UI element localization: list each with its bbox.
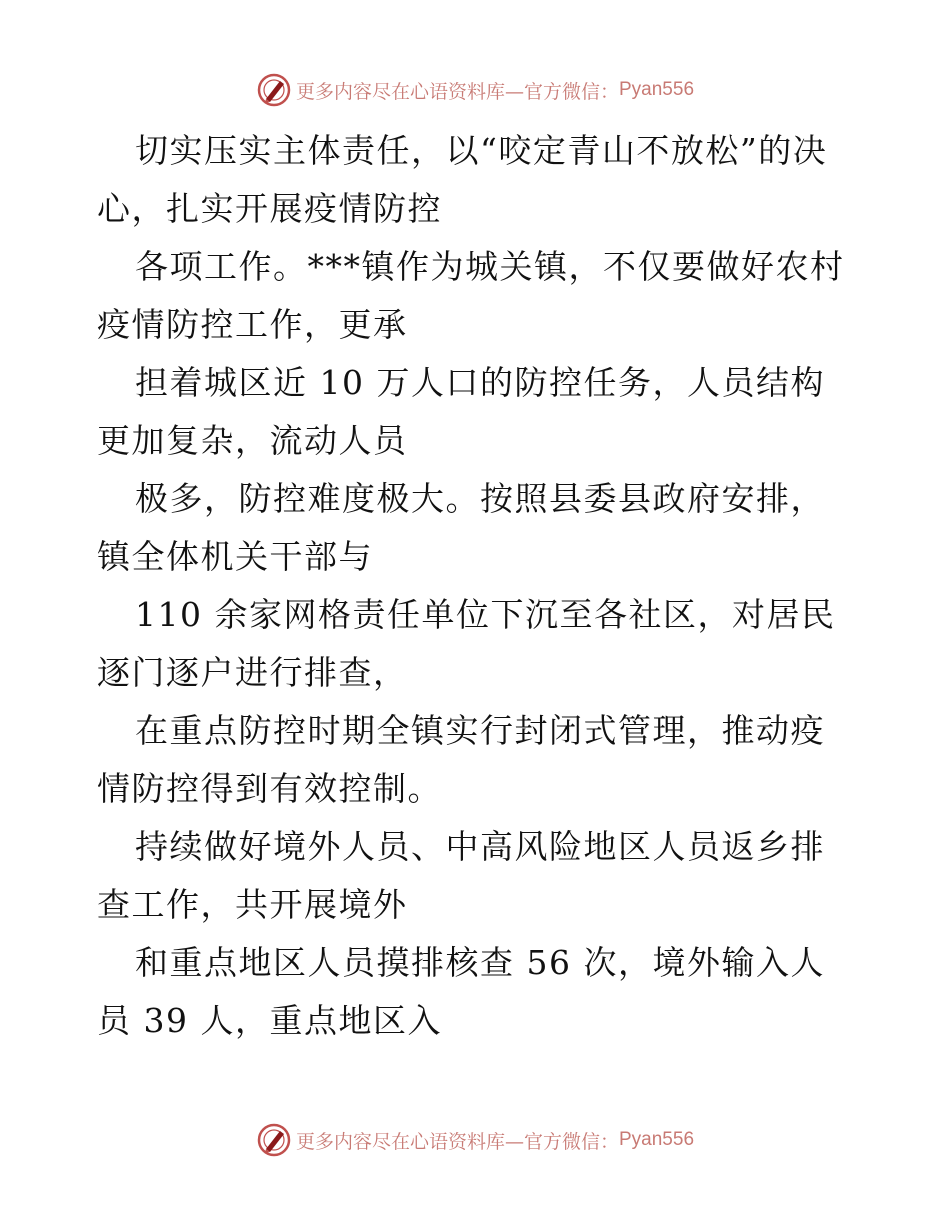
footer-banner: [0, 1120, 950, 1160]
paragraph: 极多，防控难度极大。按照县委县政府安排，镇全体机关干部与: [97, 479, 825, 576]
paragraph: 持续做好境外人员、中高风险地区人员返乡排查工作，共开展境外: [97, 827, 825, 924]
header-banner: [0, 70, 950, 110]
paragraph: 在重点防控时期全镇实行封闭式管理，推动疫情防控得到有效控制。: [97, 711, 825, 808]
document-body: [97, 122, 857, 1050]
banner-text: 更多内容尽在心语资料库—官方微信：: [295, 80, 619, 103]
paragraph: 110 余家网格责任单位下沉至各社区，对居民逐门逐户进行排查，: [97, 595, 836, 692]
paragraph: 切实压实主体责任，以“咬定青山不放松”的决心，扎实开展疫情防控: [97, 131, 828, 228]
pen-logo-icon: [256, 72, 292, 108]
paragraph: 担着城区近 10 万人口的防控任务，人员结构更加复杂，流动人员: [97, 363, 825, 460]
pen-logo-icon: [256, 1122, 292, 1158]
banner-wechat-id: Pyan556: [619, 1129, 695, 1150]
paragraph: 和重点地区人员摸排核查 56 次，境外输入人员 39 人，重点地区入: [97, 943, 825, 1040]
banner-wechat-id: Pyan556: [619, 79, 695, 100]
paragraph: 各项工作。***镇作为城关镇，不仅要做好农村疫情防控工作，更承: [97, 247, 845, 344]
banner-text: 更多内容尽在心语资料库—官方微信：: [295, 1130, 619, 1153]
